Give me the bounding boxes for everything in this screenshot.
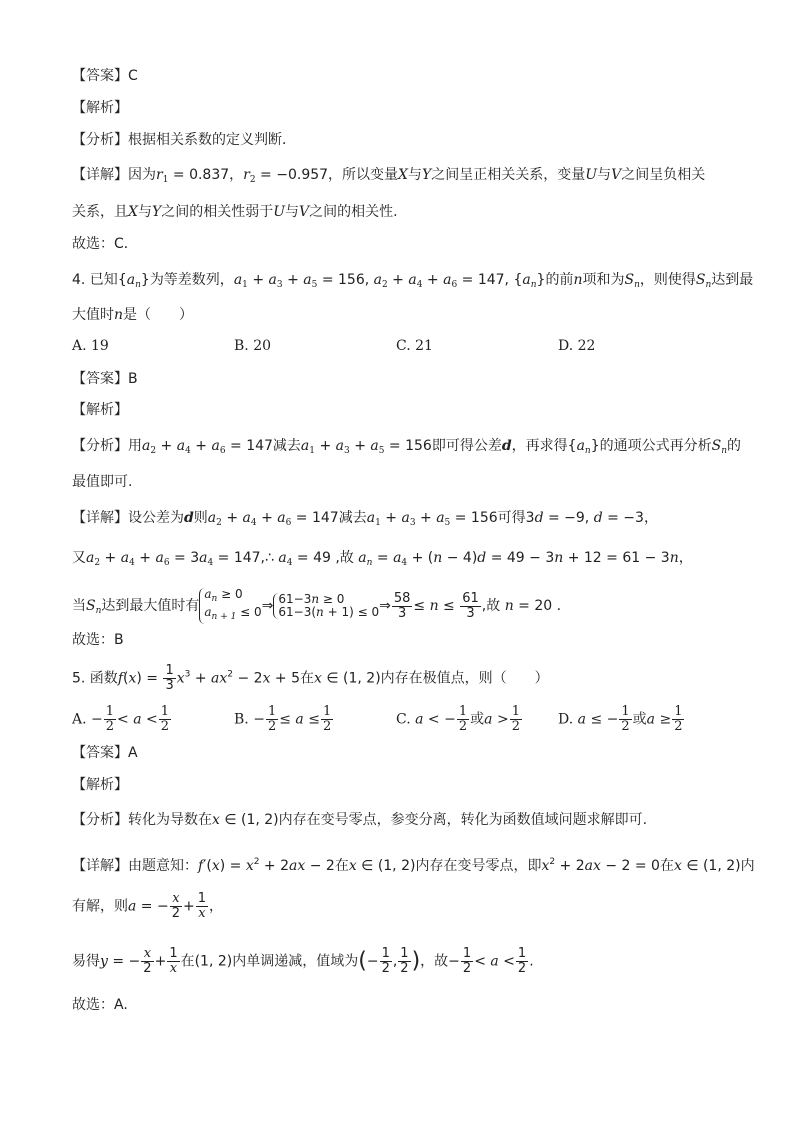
option-b: B. − $\frac{1}{2}$ ≤ a ≤ $\frac{1}{2}$ [234,704,332,734]
analysis-q3: 【分析】根据相关系数的定义判断． [72,132,296,148]
option-b: B. 20 [234,338,272,354]
question-5: 5. 函数f(x) = $\frac{1}{3}$ $x^3 + ax^2 - 2x + 5$在x ∈ (1, 2)内存在极值点，则（ ） [72,663,549,693]
option-c: C. 21 [396,338,433,354]
option-d: D. a ≤ − $\frac{1}{2}$ 或a ≥ $\frac{1}{2}$ [558,704,683,734]
detail-q5-line2: 有解，则a = − $\frac{x}{2}$ + $\frac{1}{x}$ ， [72,891,224,921]
question-4-line1: 4. 已知$\{a_n\}$为等差数列，$a_1 + a_3 + a_5 = 156$, $a_2 + a_4 + a_6 = 147$, $\{a_n\}$的前n项和为$S_n$，则使得$S_n$达到最 [72,272,754,290]
select-q4: 故选：B [72,632,124,648]
options-q5 [72,705,722,745]
analysis-heading-q5: 【解析】 [72,777,128,793]
answer-q3: 【答案】C [72,68,138,84]
option-d: D. 22 [558,338,596,354]
answer-q4: 【答案】B [72,371,138,387]
detail-q4-line2: 又$a_2 + a_4 + a_6 = 3a_4$ = 147,∴ $a_4 = 49$ ,故 $a_n = a_4 + (n - 4)d = 49 - 3n + 12 = 61 - 3n$， [72,550,693,568]
detail-q5-line1: 【详解】由题意知：$f'(x) = x^2 + 2ax - 2$在x ∈ (1, 2)内存在变号零点，即$x^2 + 2ax - 2 = 0$在x ∈ (1, 2)内 [72,857,755,874]
analysis-q5: 【分析】转化为导数在x ∈ (1, 2)内存在变号零点，参变分离，转化为函数值域问题求解即可. [72,812,648,828]
select-q5: 故选：A. [72,997,128,1013]
detail-q3-line2: 关系，且X与Y之间的相关性弱于U与V之间的相关性. [72,204,398,220]
option-a: A. 19 [72,338,109,354]
option-a: A. − $\frac{1}{2}$ < a < $\frac{1}{2}$ [72,704,170,734]
analysis-heading-q3: 【解析】 [72,100,128,116]
analysis-heading-q4: 【解析】 [72,402,128,418]
detail-q3-line1: 【详解】因为$r_1 = 0.837$，$r_2 = -0.957$，所以变量X与Y之间呈正相关关系，变量U与V之间呈负相关 [72,167,706,185]
detail-q4-line3: 当$S_n$达到最大值时有$a_n \ge 0$ $a_{n + 1}$ ≤ 0⇒ 61−3n ≥ 0 61−3(n + 1) ≤ 0⇒ $\frac{58}{3}$ ≤ n ≤ $\frac{61}{3}$ ,故 n = 20 . [72,587,562,622]
select-q3: 故选：C． [72,236,138,252]
analysis-q4-line1: 【分析】用$a_2 + a_4 + a_6 = 147$减去$a_1 + a_3 + a_5 = 156$即可得公差d，再求得$\{a_n\}$的通项公式再分析$S_n$的 [72,438,742,456]
detail-q4-line1: 【详解】设公差为d则$a_2 + a_4 + a_6 = 147$减去$a_1 + a_3 + a_5 = 156$可得3d = −9, d = −3， [72,510,658,528]
option-c: C. a < − $\frac{1}{2}$ 或a > $\frac{1}{2}$ [396,704,520,734]
answer-q5: 【答案】A [72,745,138,761]
analysis-q4-line2: 最值即可. [72,474,133,490]
detail-q5-line3: 易得y = − $\frac{x}{2}$ + $\frac{1}{x}$ 在(1, 2)内单调递减，值域为(− $\frac{1}{2}$ , $\frac{1}{2}$ )，故− $\frac{1}{2}$ < a < $\frac{1}{2}$ . [72,946,534,976]
question-4-line2: 大值时n是（ ） [72,307,194,323]
